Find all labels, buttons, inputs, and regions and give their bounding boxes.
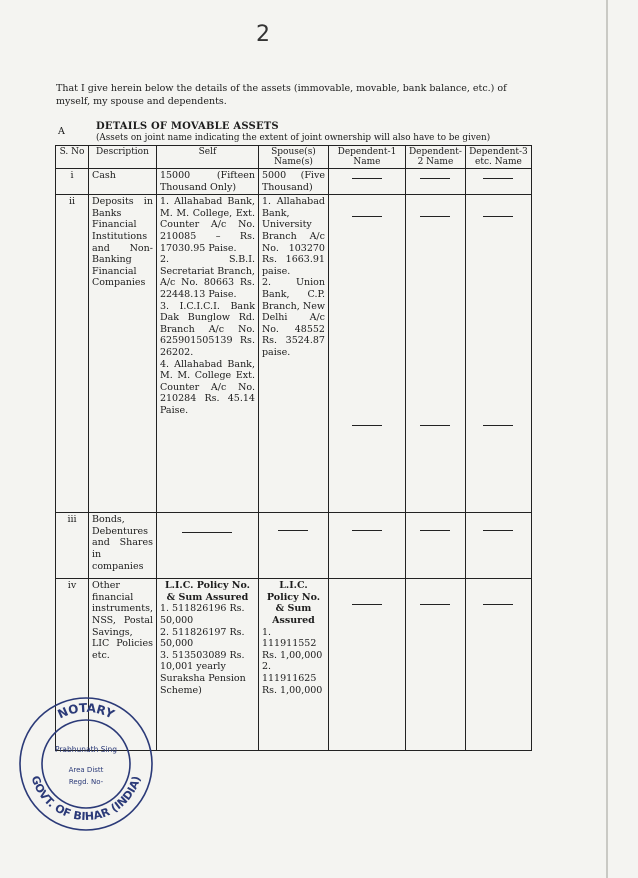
row-description: Other financial instruments, NSS, Postal Savings, LIC Policies etc. <box>89 579 157 751</box>
nil-dash <box>352 216 382 217</box>
header-sno: S. No <box>56 146 89 169</box>
seal-name-text: Prabhunath Sing <box>54 745 118 754</box>
seal-reg-text: Regd. No- <box>68 778 104 786</box>
seal-top-text: NOTARY <box>55 700 117 722</box>
row-dependent-2 <box>405 579 465 751</box>
table-row <box>56 513 532 579</box>
row-spouse <box>258 195 328 513</box>
row-spouse <box>258 579 328 751</box>
row-dependent-3 <box>465 169 531 195</box>
row-dependent-2 <box>405 169 465 195</box>
spouse-deposit-item: 1. Allahabad Bank, University Branch A/c No. 103270 Rs. 1663.91 paise. <box>261 196 325 277</box>
seal-bottom-text: GOVT. OF BIHAR (INDIA) <box>28 774 144 824</box>
header-description: Description <box>89 146 157 169</box>
nil-dash <box>352 604 382 605</box>
nil-dash <box>182 532 232 533</box>
row-dependent-2 <box>405 513 465 579</box>
self-deposit-item: 3. I.C.I.C.I. Bank Dak Bunglow Rd. Branch A/c No. 625901505139 Rs. 26202. <box>159 300 255 358</box>
nil-dash <box>420 604 450 605</box>
self-lic-item: 3. 513503089 Rs. 10,001 yearly Suraksha Pension Scheme) <box>159 649 246 696</box>
table-row <box>56 195 532 513</box>
scan-edge <box>606 0 608 878</box>
nil-dash <box>483 604 513 605</box>
row-sno: iii <box>56 513 89 579</box>
page-number: 2 <box>256 22 270 47</box>
header-dependent-3: Dependent-3 etc. Name <box>465 146 531 169</box>
section-title: DETAILS OF MOVABLE ASSETS <box>96 121 279 132</box>
nil-dash <box>483 530 513 531</box>
row-spouse: 5000 (Five Thousand) <box>258 169 328 195</box>
header-dependent-2: Dependent-2 Name <box>405 146 465 169</box>
header-spouse: Spouse(s) Name(s) <box>258 146 328 169</box>
movable-assets-table <box>55 145 532 751</box>
nil-dash <box>420 530 450 531</box>
row-self <box>156 195 258 513</box>
row-sno: iv <box>56 579 89 751</box>
nil-dash <box>278 530 308 531</box>
seal-area-text: Area Distt <box>68 766 104 774</box>
self-lic-item: 2. 511826197 Rs. 50,000 <box>159 626 245 650</box>
self-lic-heading: L.I.C. Policy No. & Sum Assured <box>164 580 250 603</box>
notary-seal-graphic <box>16 694 156 834</box>
row-dependent-1 <box>328 195 405 513</box>
self-deposit-item: 1. Allahabad Bank, M. M. College, Ext. Counter A/c No. 210085 – Rs. 17030.95 Paise. <box>159 196 255 254</box>
row-self <box>156 513 258 579</box>
row-self <box>156 579 258 751</box>
row-dependent-3 <box>465 579 531 751</box>
row-sno: i <box>56 169 89 195</box>
intro-paragraph: That I give herein below the details of the assets (immovable, movable, bank balance, etc.) of myself, my spouse and dependents. <box>56 83 507 107</box>
seal-inner-ring <box>42 720 130 808</box>
nil-dash <box>483 425 513 426</box>
nil-dash <box>420 425 450 426</box>
row-description: Cash <box>89 169 157 195</box>
header-self: Self <box>156 146 258 169</box>
spouse-lic-item: 1. 111911552 Rs. 1,00,000 <box>261 626 323 661</box>
table-header-row <box>56 146 532 169</box>
row-dependent-3 <box>465 513 531 579</box>
spouse-deposit-item: 2. Union Bank, C.P. Branch, New Delhi A/c No. 48552 Rs. 3524.87 paise. <box>261 277 325 358</box>
row-self: 15000 (Fifteen Thousand Only) <box>156 169 258 195</box>
nil-dash <box>352 178 382 179</box>
header-dependent-1: Dependent-1 Name <box>328 146 405 169</box>
self-lic-item: 1. 511826196 Rs. 50,000 <box>159 603 245 626</box>
row-dependent-1 <box>328 513 405 579</box>
row-dependent-1 <box>328 579 405 751</box>
notary-seal <box>16 694 156 834</box>
nil-dash <box>483 178 513 179</box>
row-dependent-2 <box>405 195 465 513</box>
row-spouse <box>258 513 328 579</box>
nil-dash <box>352 530 382 531</box>
nil-dash <box>483 216 513 217</box>
nil-dash <box>420 216 450 217</box>
self-deposit-item: 4. Allahabad Bank, M. M. College Ext. Counter A/c No. 210284 Rs. 45.14 Paise. <box>159 358 255 416</box>
table-row <box>56 169 532 195</box>
row-description: Bonds, Debentures and Shares in companies <box>89 513 157 579</box>
section-letter: A <box>58 126 65 137</box>
row-dependent-1 <box>328 169 405 195</box>
section-note: (Assets on joint name indicating the extent of joint ownership will also have to be given) <box>96 133 491 143</box>
row-dependent-3 <box>465 195 531 513</box>
row-sno: ii <box>56 195 89 513</box>
row-description: Deposits in Banks Financial Institutions and Non-Banking Financial Companies <box>89 195 157 513</box>
spouse-lic-item: 2. 111911625 Rs. 1,00,000 <box>261 661 323 696</box>
nil-dash <box>352 425 382 426</box>
spouse-lic-heading: L.I.C. Policy No. & Sum Assured <box>266 580 321 626</box>
nil-dash <box>420 178 450 179</box>
self-deposit-item: 2. S.B.I. Secretariat Branch, A/c No. 80663 Rs. 22448.13 Paise. <box>159 254 255 300</box>
